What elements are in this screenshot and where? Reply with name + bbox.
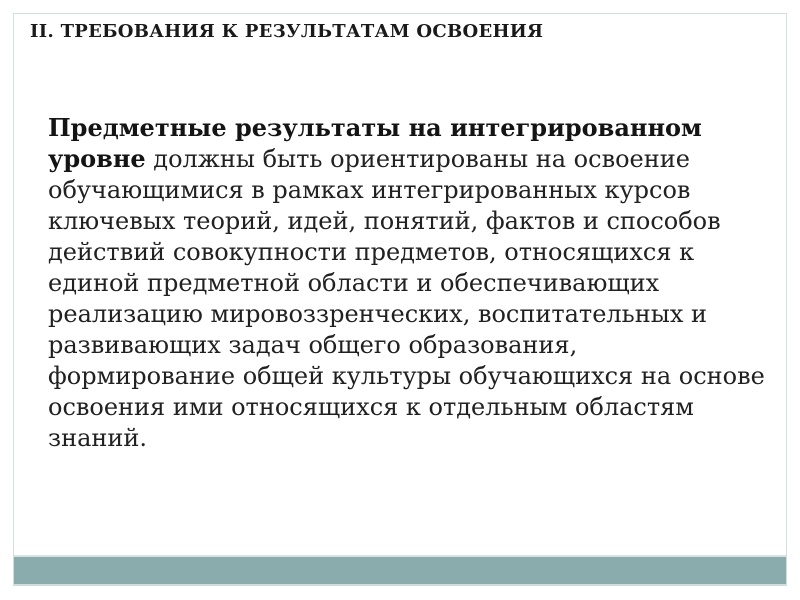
- line-text: должны быть ориентированы на освоение: [145, 145, 690, 173]
- line-text: обучающимися в рамках интегрированных курсов: [48, 176, 691, 204]
- body-text-line: [48, 391, 765, 422]
- bold-lead: Предметные результаты на интегрированном: [48, 113, 702, 142]
- body-text: [48, 112, 765, 453]
- body-text-line: [48, 298, 765, 329]
- body-text-line: [48, 112, 765, 143]
- line-text: освоения ими относящихся к отдельным областям: [48, 393, 694, 421]
- line-text: действий совокупности предметов, относящихся к: [48, 238, 695, 266]
- bold-lead: уровне: [48, 144, 146, 173]
- body-text-line: [48, 205, 765, 236]
- line-text: реализацию мировоззренческих, воспитательных и: [48, 300, 707, 328]
- body-text-line: [48, 174, 765, 205]
- body-text-line: [48, 143, 765, 174]
- line-text: ключевых теорий, идей, понятий, фактов и способов: [48, 207, 721, 235]
- line-text: знаний.: [48, 424, 148, 452]
- accent-bar: [14, 555, 786, 586]
- line-text: формирование общей культуры обучающихся на основе: [48, 362, 765, 390]
- body-text-line: [48, 267, 765, 298]
- body-text-line: [48, 236, 765, 267]
- slide-title: II. ТРЕБОВАНИЯ К РЕЗУЛЬТАТАМ ОСВОЕНИЯ: [30, 21, 544, 42]
- line-text: развивающих задач общего образования,: [48, 331, 578, 359]
- body-text-line: [48, 422, 765, 453]
- body-text-line: [48, 360, 765, 391]
- line-text: единой предметной области и обеспечивающих: [48, 269, 660, 297]
- body-text-line: [48, 329, 765, 360]
